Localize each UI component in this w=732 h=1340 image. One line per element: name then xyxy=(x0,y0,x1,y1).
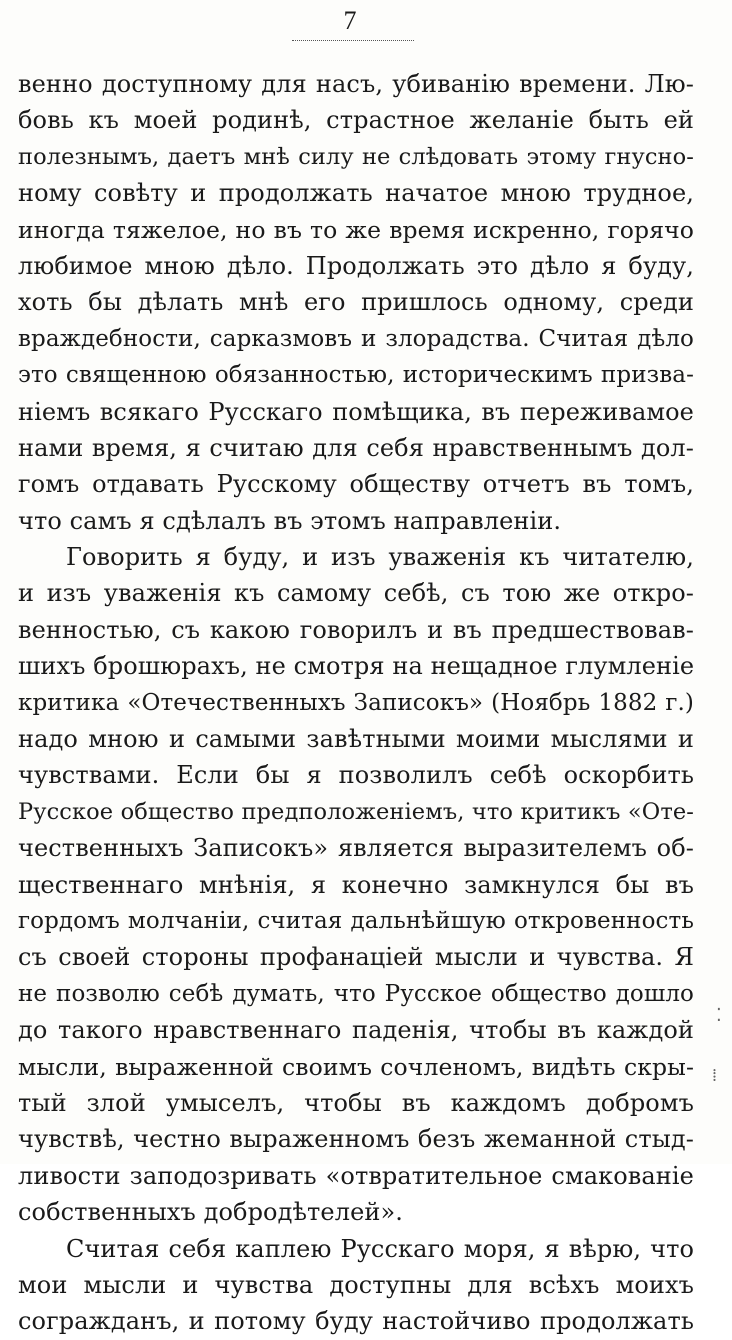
body-text xyxy=(18,66,694,1340)
text-line: надо мною и самыми завѣтными моими мыслями и xyxy=(18,725,694,754)
text-line: собственныхъ добродѣтелей». xyxy=(18,1198,403,1227)
text-line: до такого нравственнаго паденія, чтобы въ каждой xyxy=(18,1016,694,1045)
text-line: чественныхъ Записокъ» является выразителемъ об- xyxy=(18,834,694,863)
page-number: 7 xyxy=(343,6,357,35)
text-line: ливости заподозривать «отвратительное смакованіе xyxy=(18,1161,694,1190)
text-line: Считая себя каплею Русскаго моря, я вѣрю, что xyxy=(66,1234,694,1263)
margin-mark-icon: ⁚ xyxy=(716,1005,722,1026)
text-line: съ своей стороны профанаціей мысли и чувства. Я xyxy=(18,943,694,972)
text-line: Говорить я буду, и изъ уваженія къ читателю, xyxy=(66,543,694,572)
text-line: мысли, выраженной своимъ сочленомъ, видѣть скры- xyxy=(18,1052,694,1081)
text-line: не позволю себѣ думать, что Русское общество дошло xyxy=(18,980,694,1007)
text-line: это священною обязанностью, историческимъ призва- xyxy=(18,362,694,389)
text-line: гомъ отдавать Русскому обществу отчетъ въ томъ, xyxy=(18,470,694,499)
text-line: чувствѣ, честно выраженномъ безъ жеманной стыд- xyxy=(18,1125,694,1154)
text-line: и изъ уваженія къ самому себѣ, съ тою же откро- xyxy=(18,579,694,608)
text-line: полезнымъ, даетъ мнѣ силу не слѣдовать этому гнусно- xyxy=(18,143,694,170)
text-line: венностью, съ какою говорилъ и въ предшествовав- xyxy=(18,615,694,644)
text-line: иногда тяжелое, но въ то же время искренно, горячо xyxy=(18,215,694,244)
text-line: гордомъ молчаніи, считая дальнѣйшую откровенность xyxy=(18,907,694,934)
text-line: Русское общество предположеніемъ, что критикъ «Оте- xyxy=(18,798,694,825)
text-line: мои мысли и чувства доступны для всѣхъ моихъ xyxy=(18,1270,694,1299)
text-line: что самъ я сдѣлалъ въ этомъ направленіи. xyxy=(18,506,562,535)
text-line: чувствами. Если бы я позволилъ себѣ оскорбить xyxy=(18,761,694,790)
text-line: любимое мною дѣло. Продолжать это дѣло я буду, xyxy=(18,251,694,280)
text-line: враждебности, сарказмовъ и злорадства. Считая дѣло xyxy=(18,325,694,352)
text-line: венно доступному для насъ, убиванію времени. Лю- xyxy=(18,70,694,98)
text-line: ному совѣту и продолжать начатое мною трудное, xyxy=(18,179,694,208)
page-header xyxy=(0,6,732,46)
header-dotted-rule xyxy=(292,40,414,41)
text-line: согражданъ, и потому буду настойчиво продолжать xyxy=(18,1307,694,1336)
text-line: тый злой умыселъ, чтобы въ каждомъ добромъ xyxy=(18,1088,694,1117)
text-line: бовь къ моей родинѣ, страстное желаніе быть ей xyxy=(18,106,694,135)
text-line: критика «Отечественныхъ Записокъ» (Ноябрь 1882 г.) xyxy=(18,689,694,716)
margin-mark-icon: ⁞ xyxy=(712,1065,718,1086)
text-line: шихъ брошюрахъ, не смотря на нещадное глумленіе xyxy=(18,652,695,681)
text-line: ніемъ всякаго Русскаго помѣщика, въ переживамое xyxy=(18,397,694,426)
text-line: хоть бы дѣлать мнѣ его пришлось одному, среди xyxy=(18,288,694,317)
text-line: нами время, я считаю для себя нравственнымъ дол- xyxy=(18,433,694,462)
text-line: щественнаго мнѣнія, я конечно замкнулся бы въ xyxy=(18,870,694,899)
